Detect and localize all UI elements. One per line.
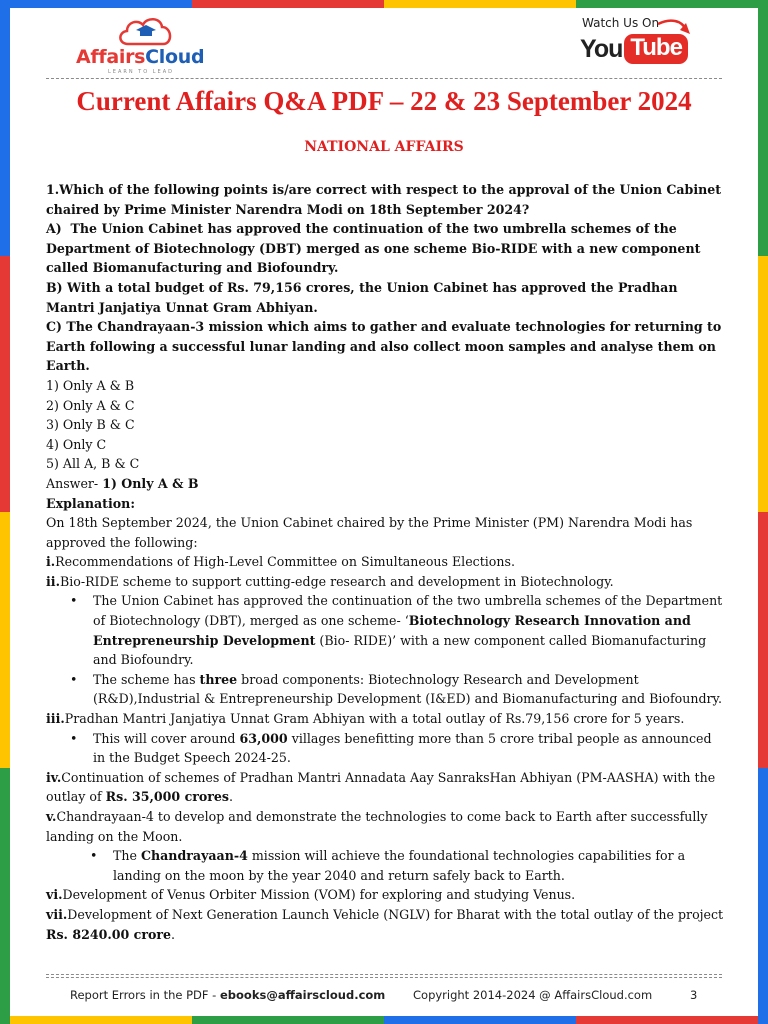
- document-body: [46, 180, 726, 944]
- header-divider: [46, 78, 722, 79]
- option-statement-c: C) The Chandrayaan-3 mission which aims to gather and evaluate technologies for returning to Earth following a successful lunar landing and also collect moon samples and analyse them on Earth.: [46, 319, 722, 374]
- answer-option: 5) All A, B & C: [46, 456, 140, 472]
- explanation-intro: On 18th September 2024, the Union Cabinet chaired by the Prime Minister (PM) Narendra Modi has approved the following:: [46, 515, 693, 550]
- youtube-logo: You Tube: [580, 34, 688, 64]
- report-errors-text: Report Errors in the PDF - ebooks@affairscloud.com: [70, 988, 386, 1002]
- explanation-item-v: v.Chandrayaan-4 to develop and demonstrate the technologies to come back to Earth after successfully landing on the Moon.: [46, 809, 708, 844]
- option-statement-b: B) With a total budget of Rs. 79,156 crores, the Union Cabinet has approved the Pradhan Mantri Janjatiya Unnat Gram Abhiyan.: [46, 279, 678, 315]
- color-border-bottom: [0, 1016, 768, 1024]
- logo-tagline: LEARN TO LEAD: [108, 69, 174, 75]
- affairscloud-logo[interactable]: [76, 14, 216, 75]
- answer-option: 2) Only A & C: [46, 397, 135, 413]
- page-title: Current Affairs Q&A PDF – 22 & 23 September 2024: [76, 86, 692, 116]
- section-heading: NATIONAL AFFAIRS: [304, 139, 464, 155]
- explanation-heading: Explanation:: [46, 495, 135, 511]
- explanation-item-vi: vi.Development of Venus Orbiter Mission (VOM) for exploring and studying Venus.: [46, 887, 576, 903]
- bullet-icon: •: [70, 593, 78, 609]
- footer-divider: [46, 974, 722, 975]
- cloud-graduate-icon: [116, 14, 176, 48]
- explanation-item-vii: vii.Development of Next Generation Launch Vehicle (NGLV) for Bharat with the total outlay of the project Rs. 8240.00 crore.: [46, 906, 724, 942]
- page-number: 3: [690, 988, 698, 1002]
- explanation-item-iii: iii.Pradhan Mantri Janjatiya Unnat Gram Abhiyan with a total outlay of Rs.79,156 crore for 5 years.: [46, 711, 685, 727]
- watch-us-on-label: Watch Us On: [582, 16, 660, 30]
- copyright-text: Copyright 2014-2024 @ AffairsCloud.com: [413, 988, 653, 1002]
- youtube-badge[interactable]: [578, 16, 698, 72]
- question-stem: 1.Which of the following points is/are correct with respect to the approval of the Union Cabinet chaired by Prime Minister Narendra Modi on 18th September 2024?: [46, 182, 722, 217]
- page-footer: [0, 986, 768, 1006]
- answer-option: 1) Only A & B: [46, 377, 135, 393]
- bullet-item: • The Chandrayaan-4 mission will achieve the foundational technologies capabilities for a landing on the moon by the year 2040 and return safely back to Earth.: [90, 848, 686, 883]
- color-border-top: [0, 0, 768, 8]
- bullet-icon: •: [70, 671, 78, 687]
- logo-wordmark: AffairsCloud: [76, 46, 205, 68]
- explanation-item-iv: iv.Continuation of schemes of Pradhan Mantri Annadata Aay SanraksHan Abhiyan (PM-AASHA) with the outlay of Rs. 35,000 crores.: [46, 769, 716, 805]
- bullet-icon: •: [90, 848, 98, 864]
- explanation-item-i: i.Recommendations of High-Level Committee on Simultaneous Elections.: [46, 554, 515, 570]
- answer-option: 3) Only B & C: [46, 417, 135, 433]
- bullet-item: • The Union Cabinet has approved the continuation of the two umbrella schemes of the Department of Biotechnology (DBT), merged as one scheme- ‘Biotechnology Research Innovation and Entrepreneurship Development (Bio- RIDE)’ with a new component called Biomanufacturing and Biofoundry.: [70, 593, 723, 668]
- answer-option: 4) Only C: [46, 436, 107, 452]
- footer-divider: [46, 977, 722, 978]
- explanation-item-ii: ii.Bio-RIDE scheme to support cutting-edge research and development in Biotechnology.: [46, 573, 614, 589]
- answer-line: Answer- 1) Only A & B: [46, 475, 199, 491]
- report-email-link[interactable]: ebooks@affairscloud.com: [220, 988, 386, 1002]
- option-statement-a: A) The Union Cabinet has approved the continuation of the two umbrella schemes of the Department of Biotechnology (DBT) merged as one scheme Bio-RIDE with a new component called Biomanufacturing and Biofoundry.: [46, 221, 701, 276]
- bullet-item: • The scheme has three broad components: Biotechnology Research and Development (R&D),Industrial & Entrepreneurship Development (I&ED) and Biomanufacturing and Biofoundry.: [70, 671, 722, 707]
- bullet-icon: •: [70, 730, 78, 746]
- bullet-item: • This will cover around 63,000 villages benefitting more than 5 crore tribal people as announced in the Budget Speech 2024-25.: [70, 730, 712, 766]
